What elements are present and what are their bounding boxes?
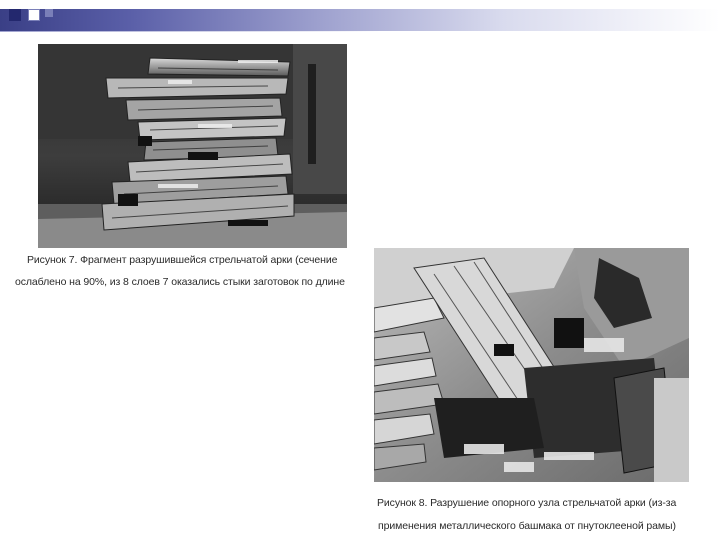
header-square-outline <box>28 9 40 21</box>
header-gradient-bar <box>0 9 720 31</box>
figure7-caption <box>0 250 356 290</box>
figure8-caption-line2: применения металлического башмака от пнутоклееной рамы) <box>378 520 676 532</box>
header-square-small <box>45 9 53 17</box>
figure8-caption-line1: Рисунок 8. Разрушение опорного узла стрельчатой арки (из-за <box>377 497 677 509</box>
figure8-caption <box>370 493 720 538</box>
figure7-caption-line1: Рисунок 7. Фрагмент разрушившейся стрельчатой арки (сечение <box>27 254 338 266</box>
figure8-photo <box>374 248 689 482</box>
header-square-dark <box>9 9 21 21</box>
figure7-caption-line2: ослаблено на 90%, из 8 слоев 7 оказались стыки заготовок по длине <box>15 276 345 288</box>
header-underline <box>0 31 380 32</box>
figure7-photo <box>38 44 347 248</box>
